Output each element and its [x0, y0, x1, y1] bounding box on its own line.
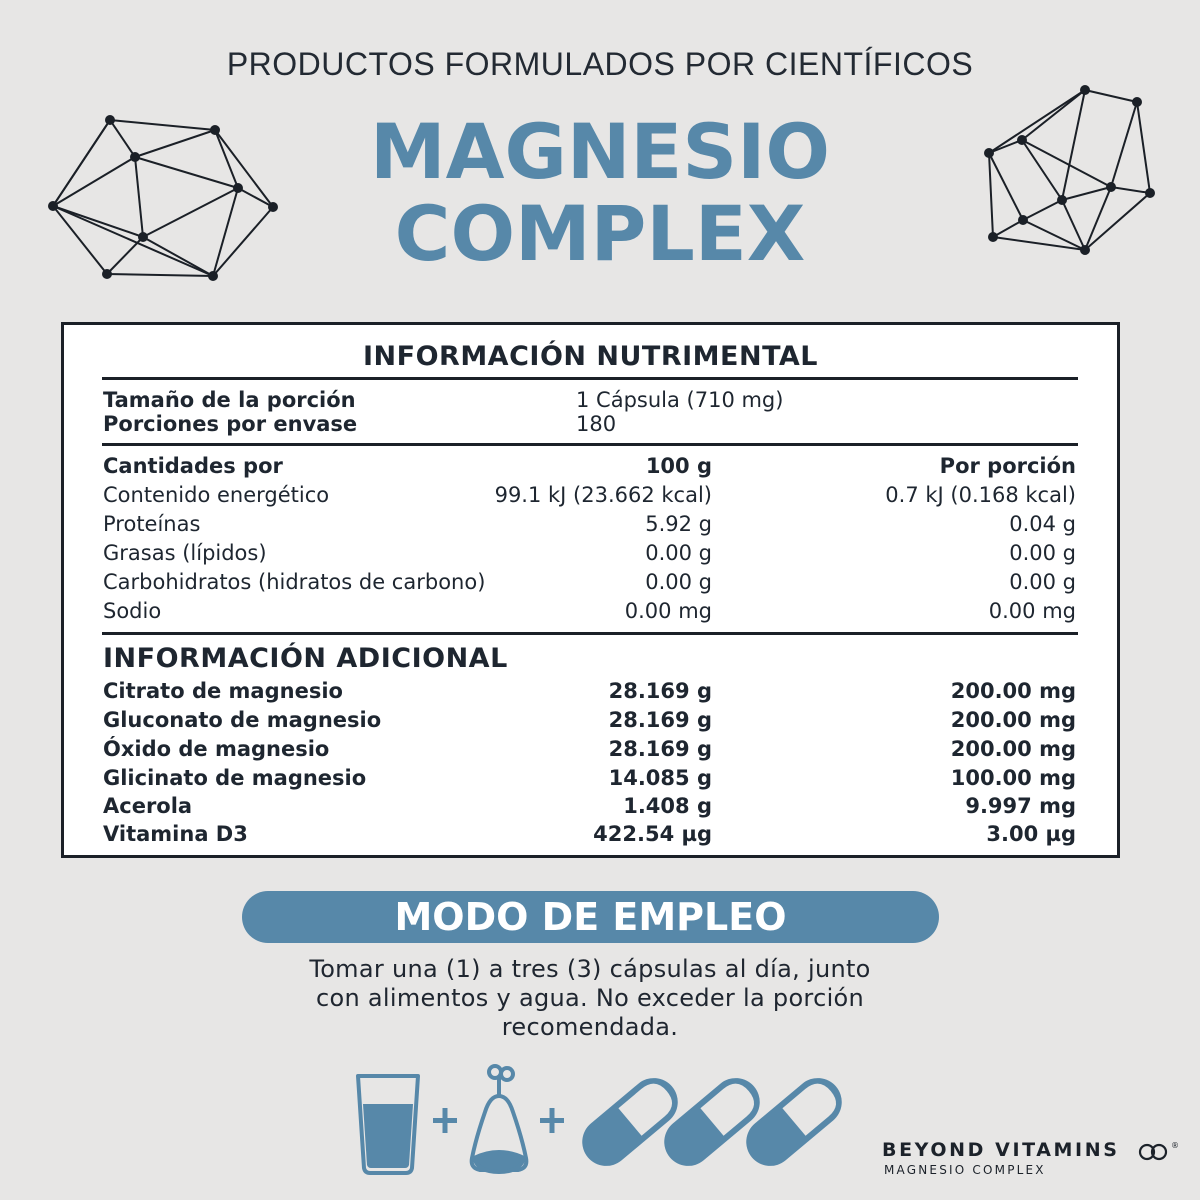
ingredient-label: Gluconato de magnesio — [103, 708, 382, 732]
nutrient-per100: 0.00 g — [645, 570, 712, 594]
nutrient-label: Proteínas — [103, 512, 201, 536]
column-header-per100: 100 g — [645, 454, 712, 478]
brand-product-name: MAGNESIO COMPLEX — [884, 1163, 1046, 1177]
servings-per-container-value: 180 — [576, 412, 617, 436]
ingredient-per100: 28.169 g — [608, 708, 712, 732]
ingredient-per100: 28.169 g — [608, 737, 712, 761]
plus-icon — [433, 1108, 457, 1133]
capsule-icon — [654, 1068, 769, 1175]
ingredient-per-serving: 200.00 mg — [950, 737, 1076, 761]
ingredient-per100: 1.408 g — [623, 794, 712, 818]
registered-mark: ® — [1171, 1141, 1179, 1150]
plus-icon — [540, 1108, 564, 1133]
nutrient-per100: 0.00 mg — [624, 599, 712, 623]
product-title-line-1: MAGNESIO — [370, 107, 830, 196]
ingredient-per100: 28.169 g — [608, 679, 712, 703]
nutrient-per-serving: 0.7 kJ (0.168 kcal) — [885, 483, 1076, 507]
nutrient-label: Contenido energético — [103, 483, 330, 507]
nutrient-per-serving: 0.00 g — [1009, 541, 1076, 565]
usage-line: con alimentos y agua. No exceder la porción — [315, 984, 865, 1012]
ingredient-label: Óxido de magnesio — [103, 737, 330, 761]
serving-size-value: 1 Cápsula (710 mg) — [576, 388, 784, 412]
divider — [102, 443, 1078, 446]
ingredient-per-serving: 100.00 mg — [950, 766, 1076, 790]
molecule-right-icon — [975, 80, 1175, 280]
tagline: PRODUCTOS FORMULADOS POR CIENTÍFICOS — [226, 46, 974, 82]
chicken-leg-icon — [472, 1066, 527, 1172]
usage-instructions — [250, 955, 930, 1042]
nutrient-label: Grasas (lípidos) — [103, 541, 267, 565]
nutrition-title: INFORMACIÓN NUTRIMENTAL — [362, 341, 818, 372]
usage-line: Tomar una (1) a tres (3) cápsulas al día, junto — [309, 955, 871, 983]
ingredient-per-serving: 200.00 mg — [950, 679, 1076, 703]
ingredient-label: Vitamina D3 — [103, 822, 248, 846]
ingredient-label: Acerola — [103, 794, 193, 818]
capsule-icon — [572, 1068, 687, 1175]
nutrient-label: Sodio — [103, 599, 162, 623]
nutrient-per-serving: 0.00 mg — [988, 599, 1076, 623]
water-glass-icon — [358, 1076, 418, 1173]
column-header-label: Cantidades por — [103, 454, 283, 478]
divider — [102, 377, 1078, 380]
ingredient-per-serving: 9.997 mg — [965, 794, 1076, 818]
molecule-left-icon — [40, 100, 290, 300]
serving-size-label: Tamaño de la porción — [103, 388, 356, 412]
usage-title: MODO DE EMPLEO — [242, 891, 939, 943]
additional-info-title: INFORMACIÓN ADICIONAL — [103, 643, 508, 674]
nutrient-per-serving: 0.00 g — [1009, 570, 1076, 594]
brand-name: BEYOND VITAMINS — [882, 1139, 1120, 1161]
ingredient-label: Glicinato de magnesio — [103, 766, 367, 790]
nutrition-facts-panel — [61, 322, 1120, 858]
brand-logo-icon — [1138, 1140, 1178, 1164]
nutrient-per100: 99.1 kJ (23.662 kcal) — [494, 483, 712, 507]
product-title-line-2: COMPLEX — [394, 189, 806, 278]
capsule-icon — [736, 1068, 851, 1175]
usage-icons — [340, 1060, 860, 1180]
divider — [102, 632, 1078, 635]
ingredient-per100: 14.085 g — [608, 766, 712, 790]
nutrient-per100: 5.92 g — [645, 512, 712, 536]
column-header-per-serving: Por porción — [939, 454, 1076, 478]
ingredient-per-serving: 200.00 mg — [950, 708, 1076, 732]
ingredient-per-serving: 3.00 µg — [986, 822, 1076, 846]
nutrient-label: Carbohidratos (hidratos de carbono) — [103, 570, 486, 594]
ingredient-label: Citrato de magnesio — [103, 679, 343, 703]
usage-line: recomendada. — [501, 1013, 679, 1041]
servings-per-container-label: Porciones por envase — [103, 412, 358, 436]
ingredient-per100: 422.54 µg — [593, 822, 712, 846]
nutrient-per100: 0.00 g — [645, 541, 712, 565]
nutrient-per-serving: 0.04 g — [1009, 512, 1076, 536]
